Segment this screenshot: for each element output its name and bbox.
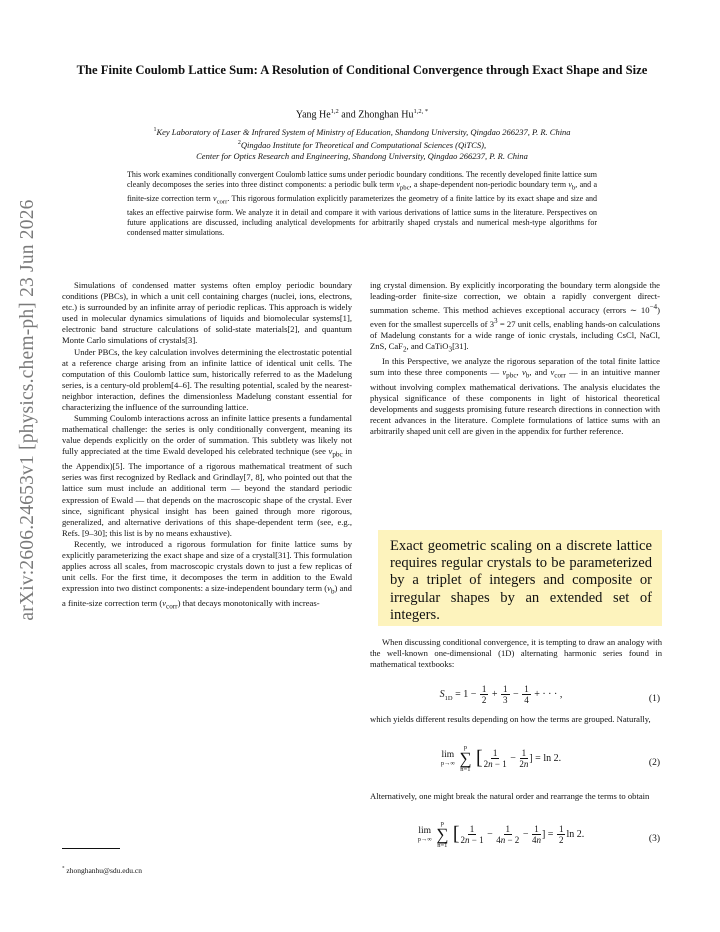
paragraph: Simulations of condensed matter systems often employ periodic boundary conditions (PBCs), in which a unit cell containing charges (nuclei, ions, electrons, etc.) is surrounded by an infinite array of periodic replicas. This approach is widely used in molecular dynamics simulations of liquids and biomolecular systems[1], electronic band structure calculations of solid-state materials[2], and quantum Monte Carlo simulations of crystals[3].	[62, 280, 352, 346]
paragraph: Alternatively, one might break the natural order and rearrange the terms to obtain	[370, 791, 650, 801]
affiliation-3: Center for Optics Research and Engineering, Shandong University, Qingdao 266237, P. R. China	[196, 151, 528, 161]
highlight-box	[378, 530, 662, 626]
arxiv-stamp	[8, 130, 48, 690]
affiliation-1: $^1$Key Laboratory of Laser & Infrared System of Ministry of Education, Shandong University, Qingdao 266237, P. R. China	[153, 126, 571, 137]
paper-title: The Finite Coulomb Lattice Sum: A Resolution of Conditional Convergence through Exact Shape and Size	[76, 63, 648, 77]
equation-3: lim p→∞ p ∑ n=1 [ $\frac{1}{2n - 1}$ − $\frac{1}{4n - 2}$ − $\frac{1}{4n}$ ] = $\frac{1}{2}$ ln 2. (3)	[417, 820, 660, 849]
author-and: and	[341, 109, 356, 121]
email-link[interactable]: zhonghanhu@sdu.edu.cn	[66, 866, 143, 875]
equation-2: lim p→∞ p ∑ n=1 [ $\frac{1}{2n - 1}$ − $\frac{1}{2n}$ ] = ln 2. (2)	[440, 744, 660, 773]
equation-number: (2)	[648, 758, 660, 768]
equation-number: (1)	[648, 694, 660, 704]
right-column	[370, 280, 660, 437]
paragraph: Recently, we introduced a rigorous formulation for finite lattice sums by explicitly parameterizing the exact shape and size of a crystal[31]. This formulation applies across all scales, from macroscopic crystals down to just a few replicas of unit cells. For the first time, it decomposes the term in addition to the Ewald expression into two distinct components: a size-independent boundary term $(\nu_b)$ and a finite-size correction term $(\nu_{corr})$ that decays monotonically with increas-	[62, 538, 352, 611]
author-1: Yang He	[295, 109, 331, 121]
paragraph: Under PBCs, the key calculation involves determining the electrostatic potential at a reference charge arising from an infinite lattice of identical unit cells. The computation of this Coulomb lattice sum, historically referred to as the Madelung series, is a century-old problem[4–6]. The resulting potential, scaled by the nearest-neighbor interaction, defines the dimensionless Madelung constant essential for characterizing the influence of the surrounding lattice.	[62, 346, 352, 413]
equation-1: $S_{1D} = 1$ − $\frac{1}{2}$ + $\frac{1}{3}$ − $\frac{1}{4}$ + · · · , (1)	[439, 684, 660, 705]
abstract: This work examines conditionally convergent Coulomb lattice sums under periodic boundary conditions. The recently developed finite lattice sum cleanly decomposes the series into three distinct components: a periodic bulk term $\nu_{pbc}$, a shape-dependent non-periodic boundary term $\nu_b$, and a finite-size correction term $\nu_{corr}$. This rigorous formulation explicitly parameterizes the geometry of a finite lattice by its exact shape and size and takes an effective pairwise form. We analyze it in detail and compare it with various derivations of lattice sums in the literature. Perspectives on future applications are discussed, including analytical developments for arbitrarily shaped crystals and numerical mesh-type algorithms for condensed matter simulations.	[127, 170, 598, 238]
author-1-affil: 1,2	[330, 108, 339, 115]
paragraph: Summing Coulomb interactions across an infinite lattice presents a fundamental mathematical challenge: the series is only conditionally convergent, meaning its value depends explicitly on the order of summation. This subtlety was likely not fully appreciated at the time Ewald developed his celebrated technique (see $\nu_{pbc}$ in the Appendix)[5]. The importance of a rigorous mathematical treatment of such series was first recognized by Redlack and Grindlay[7, 8], who pointed out that the lattice sum must include an additional term — beyond the standard periodic expression of Ewald — that depends on the macroscopic shape of the crystal. Ever since, significant physical insight has been gained through more rigorous, generalized, and alternative derivations of this shape-dependent term (see, e.g., Refs. [9–30]; this list is by no means exhaustive).	[62, 413, 352, 538]
left-column	[62, 280, 352, 613]
footnote-rule	[62, 848, 120, 849]
paragraph: When discussing conditional convergence, it is tempting to draw an analogy with the well-known one-dimensional (1D) alternating harmonic series found in mathematical textbooks:	[370, 637, 662, 670]
affiliation-2: $^2$Qingdao Institute for Theoretical and Computational Sciences (QiTCS),	[237, 139, 487, 150]
arxiv-id: arXiv:2606.24653v1 [physics.chem-ph] 23 Jun 2026	[17, 199, 38, 621]
author-2-affil: 1,2, *	[413, 108, 429, 115]
paragraph: In this Perspective, we analyze the rigorous separation of the total finite lattice sum into these three components — $\nu_{pbc}$, $\nu_b$, and $\nu_{corr}$ — in an intuitive manner without involving complex mathematical derivations. The analysis elucidates the physical significance of these components in light of historical theoretical developments and suggests promising future research directions in connection with recent advances in the literature. Complete formulations of lattice sums with an arbitrarily shaped unit cell are given in the appendix for further reference.	[370, 356, 661, 437]
footnote: * zhonghanhu@sdu.edu.cn	[62, 866, 143, 875]
paragraph: which yields different results depending on how the terms are grouped. Naturally,	[370, 714, 651, 724]
paragraph: ing crystal dimension. By explicitly incorporating the boundary term alongside the leading-order finite-size correction, we obtain a rapidly convergent direct-summation scheme. This method achieves exceptional accuracy (errors ∼ $10^{-4}$) even for the smallest supercells of $3^3 = 27$ unit cells, enabling hands-on calculations of Madelung constants for a wide range of ionic crystals, including CsCl, NaCl, ZnS, CaF$_2$, and CaTiO$_3$[31].	[370, 280, 660, 354]
highlight-text: Exact geometric scaling on a discrete lattice requires regular crystals to be parameterized by a triplet of integers and composite or irregular shapes by an extended set of integers.	[390, 538, 652, 623]
equation-number: (3)	[648, 834, 660, 844]
author-2: Zhonghan Hu	[358, 109, 414, 121]
author-line	[62, 108, 662, 120]
